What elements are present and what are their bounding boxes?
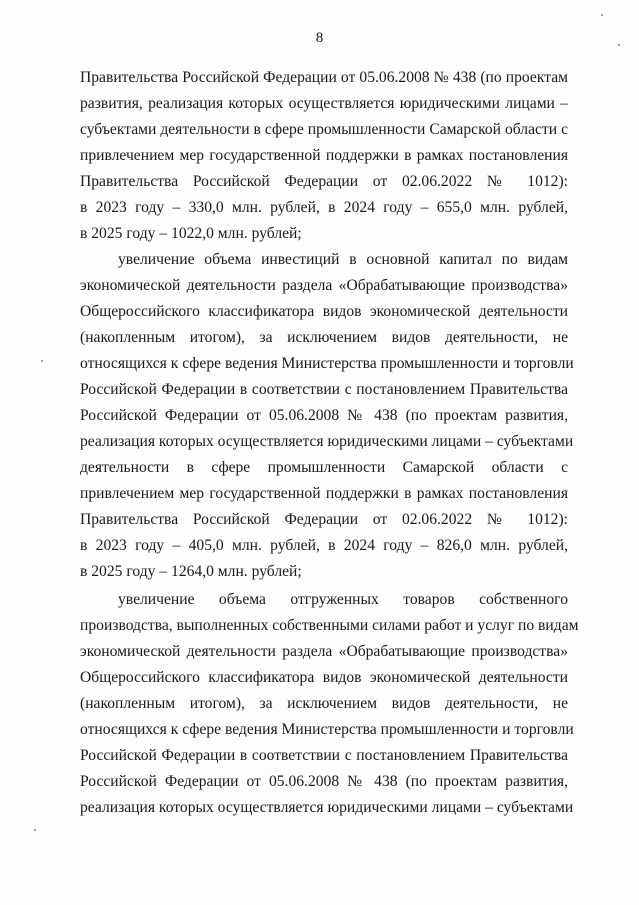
text-line: развития, реализация которых осуществляется юридическими лицами – xyxy=(80,95,568,112)
text-line: экономической деятельности раздела «Обрабатывающие производства» xyxy=(80,643,568,660)
text-line: Российской Федерации от 05.06.2008 № 438 (по проектам развития, xyxy=(80,773,568,790)
text-line: в 2023 году – 405,0 млн. рублей, в 2024 году – 826,0 млн. рублей, xyxy=(80,537,568,554)
text-line: (накопленным итогом), за исключением видов деятельности, не xyxy=(80,329,568,346)
scan-speck xyxy=(41,360,43,362)
text-line: относящихся к сфере ведения Министерства промышленности и торговли xyxy=(80,355,574,372)
text-line: в 2023 году – 330,0 млн. рублей, в 2024 году – 655,0 млн. рублей, xyxy=(80,199,568,216)
text-line: Общероссийского классификатора видов экономической деятельности xyxy=(80,669,568,686)
text-line: Российской Федерации в соответствии с постановлением Правительства xyxy=(80,381,568,398)
scan-speck xyxy=(618,44,620,46)
text-line: в 2025 году – 1264,0 млн. рублей; xyxy=(80,563,302,580)
text-line: производства, выполненных собственными силами работ и услуг по видам xyxy=(80,617,579,634)
text-line: Правительства Российской Федерации от 05.06.2008 № 438 (по проектам xyxy=(80,69,568,86)
text-line: субъектами деятельности в сфере промышленности Самарской области с xyxy=(80,121,568,138)
text-line: относящихся к сфере ведения Министерства промышленности и торговли xyxy=(80,721,574,738)
text-line: привлечением мер государственной поддержки в рамках постановления xyxy=(80,147,568,164)
text-line: (накопленным итогом), за исключением видов деятельности, не xyxy=(80,695,568,712)
text-line: Российской Федерации от 05.06.2008 № 438 (по проектам развития, xyxy=(80,407,568,424)
text-line: деятельности в сфере промышленности Самарской области с xyxy=(80,459,568,476)
text-line: увеличение объема отгруженных товаров собственного xyxy=(118,591,568,608)
text-line: Правительства Российской Федерации от 02.06.2022 № 1012): xyxy=(80,173,568,190)
page-number: 8 xyxy=(315,30,324,46)
scan-speck xyxy=(601,14,603,16)
text-line: Российской Федерации в соответствии с постановлением Правительства xyxy=(80,747,568,764)
text-line: экономической деятельности раздела «Обрабатывающие производства» xyxy=(80,277,568,294)
scan-speck xyxy=(34,829,36,831)
text-line: Правительства Российской Федерации от 02.06.2022 № 1012): xyxy=(80,511,568,528)
text-line: реализация которых осуществляется юридическими лицами – субъектами xyxy=(80,799,574,816)
text-line: Общероссийского классификатора видов экономической деятельности xyxy=(80,303,568,320)
text-line: реализация которых осуществляется юридическими лицами – субъектами xyxy=(80,433,574,450)
text-line: увеличение объема инвестиций в основной капитал по видам xyxy=(118,251,568,268)
text-line: в 2025 году – 1022,0 млн. рублей; xyxy=(80,225,302,242)
text-line: привлечением мер государственной поддержки в рамках постановления xyxy=(80,485,568,502)
